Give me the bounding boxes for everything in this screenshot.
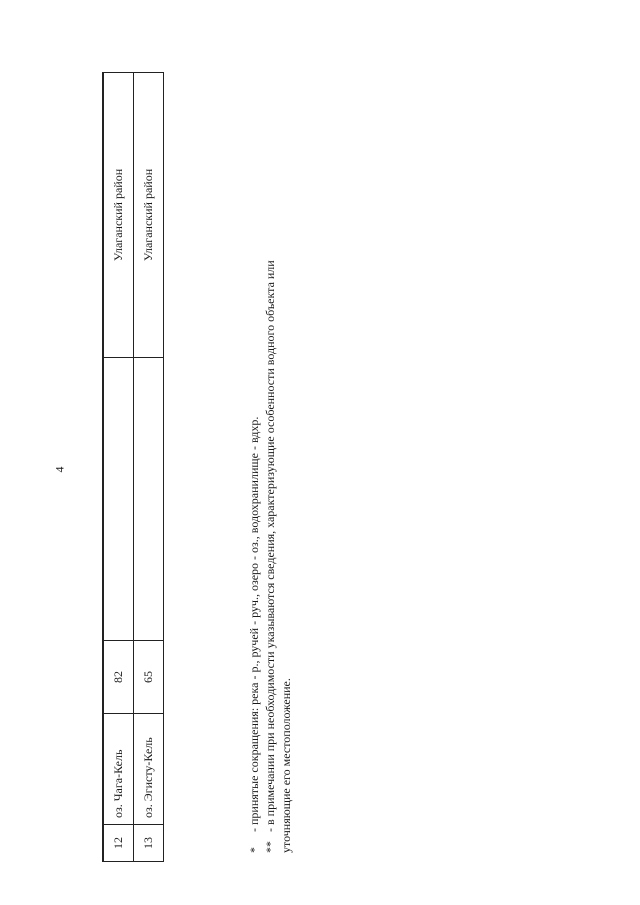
water-objects-table-wrapper bbox=[102, 72, 164, 862]
length-cell: 65 bbox=[134, 641, 164, 714]
water-objects-table bbox=[102, 72, 164, 862]
table-row bbox=[103, 73, 134, 862]
water-object-name-cell: оз. Эгисту-Кель bbox=[134, 714, 164, 825]
page-number: 4 bbox=[52, 466, 67, 473]
footnotes-block bbox=[246, 108, 294, 853]
region-cell: Улаганский район bbox=[103, 73, 134, 358]
footnote-mark: * bbox=[247, 847, 261, 853]
table-row bbox=[134, 73, 164, 862]
notes-cell bbox=[103, 358, 134, 641]
footnote-notes bbox=[262, 108, 278, 853]
row-number-cell: 13 bbox=[134, 825, 164, 862]
footnote-text: - принятые сокращения: река - р., ручей - руч., озеро - оз., водохранилище - вдхр. bbox=[247, 416, 261, 835]
region-cell: Улаганский район bbox=[134, 73, 164, 358]
notes-cell bbox=[134, 358, 164, 641]
footnote-mark: ** bbox=[263, 841, 277, 853]
footnote-abbreviations bbox=[246, 108, 262, 853]
length-cell: 82 bbox=[103, 641, 134, 714]
footnote-continuation: уточняющие его местоположение. bbox=[279, 678, 293, 853]
row-number-cell: 12 bbox=[103, 825, 134, 862]
footnote-text: - в примечании при необходимости указываются сведения, характеризующие особенности водного объекта или bbox=[263, 260, 277, 835]
water-object-name-cell: оз. Чага-Кель bbox=[103, 714, 134, 825]
